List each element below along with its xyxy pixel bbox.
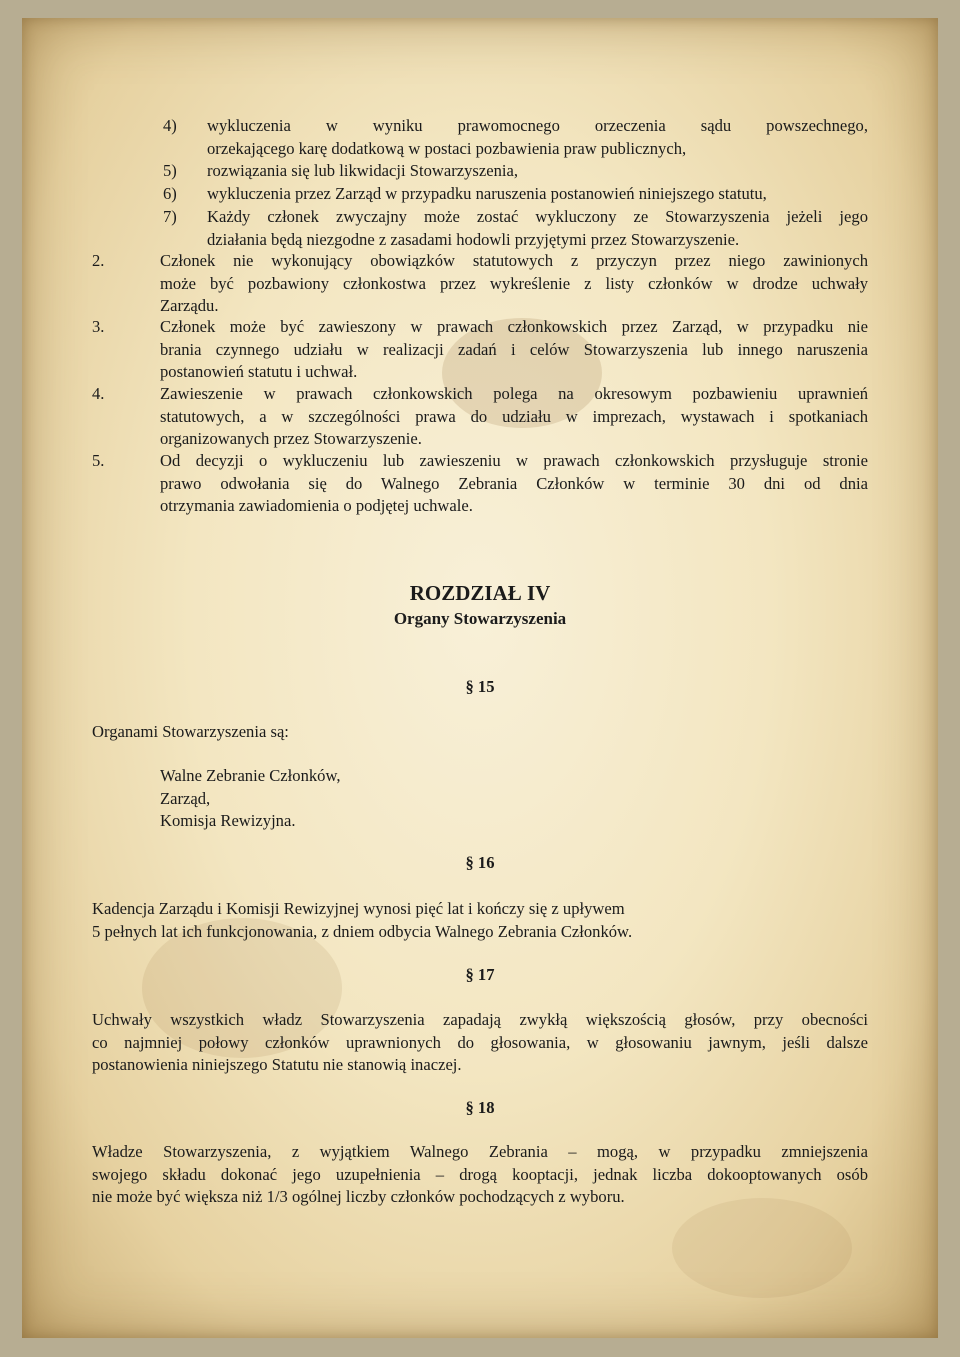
list-number: 6) <box>163 184 177 203</box>
point-paragraph <box>160 383 868 451</box>
list-item-line: wykluczenia przez Zarząd w przypadku naruszenia postanowień niniejszego statutu, <box>207 184 767 203</box>
section-line: postanowienia niniejszego Statutu nie stanowią inaczej. <box>92 1055 462 1074</box>
point-paragraph <box>160 250 868 318</box>
point-line: postanowień statutu i uchwał. <box>160 362 358 381</box>
chapter-title: ROZDZIAŁ IV <box>409 581 551 605</box>
organ-item: Zarząd, <box>160 788 211 808</box>
point-paragraph <box>160 450 868 518</box>
section-16-text <box>92 898 868 943</box>
point-line: brania czynnego udziału w realizacji zadań i celów Stowarzyszenia lub innego naruszenia <box>160 339 868 359</box>
list-item-line: orzekającego karę dodatkową w postaci pozbawienia praw publicznych, <box>207 138 687 158</box>
point-line: Zarządu. <box>160 296 219 315</box>
section-line: 5 pełnych lat ich funkcjonowania, z dniem odbycia Walnego Zebrania Członków. <box>92 921 633 941</box>
stain <box>672 1198 852 1298</box>
list-item-line: Każdy członek zwyczajny może zostać wykluczony ze Stowarzyszenia jeżeli jego <box>207 207 868 226</box>
point-line: statutowych, a w szczególności prawa do udziału w imprezach, wystawach i spotkaniach <box>160 406 868 426</box>
section-16-heading: § 16 <box>465 853 495 872</box>
point-number: 4. <box>92 384 105 403</box>
chapter-subtitle: Organy Stowarzyszenia <box>393 609 567 628</box>
organ-item: Komisja Rewizyjna. <box>160 811 296 830</box>
section-17-text <box>92 1009 868 1077</box>
point-line: może być pozbawiony członkostwa przez wykreślenie z listy członków w drodze uchwały <box>160 273 868 293</box>
list-item <box>207 206 868 251</box>
list-item <box>207 183 868 206</box>
point-number: 3. <box>92 317 105 336</box>
section-line: nie może być większa niż 1/3 ogólnej liczby członków pochodzących z wyboru. <box>92 1187 625 1206</box>
section-line: Kadencja Zarządu i Komisji Rewizyjnej wynosi pięć lat i kończy się z upływem <box>92 899 625 918</box>
organ-item: Walne Zebranie Członków, <box>160 766 341 785</box>
point-line: Członek nie wykonujący obowiązków statutowych z przyczyn przez niego zawinionych <box>160 251 868 270</box>
list-number: 4) <box>163 116 177 135</box>
point-paragraph <box>160 316 868 384</box>
section-line: Władze Stowarzyszenia, z wyjątkiem Walnego Zebrania – mogą, w przypadku zmniejszenia <box>92 1142 868 1161</box>
section-18-text <box>92 1141 868 1209</box>
list-item-line: działania będą niezgodne z zasadami hodowli przyjętymi przez Stowarzyszenie. <box>207 229 740 249</box>
point-line: Od decyzji o wykluczeniu lub zawieszeniu w prawach członkowskich przysługuje stronie <box>160 451 868 470</box>
section-line: co najmniej połowy członków uprawnionych do głosowania, w głosowaniu jawnym, jeśli dalsze <box>92 1032 868 1052</box>
section-17-heading: § 17 <box>465 965 495 984</box>
section-15-heading: § 15 <box>465 677 495 696</box>
point-line: organizowanych przez Stowarzyszenie. <box>160 429 422 448</box>
list-item-line: rozwiązania się lub likwidacji Stowarzyszenia, <box>207 161 519 180</box>
section-line: swojego składu dokonać jego uzupełnienia – drogą kooptacji, jednak liczba dokooptowanych osób <box>92 1164 868 1184</box>
point-line: Zawieszenie w prawach członkowskich polega na okresowym pozbawieniu uprawnień <box>160 384 868 403</box>
point-line: prawo odwołania się do Walnego Zebrania Członków w terminie 30 dni od dnia <box>160 473 868 493</box>
list-item-line: wykluczenia w wyniku prawomocnego orzeczenia sądu powszechnego, <box>207 116 868 135</box>
point-number: 5. <box>92 451 105 470</box>
list-number: 5) <box>163 161 177 180</box>
list-item <box>207 160 868 183</box>
list-number: 7) <box>163 207 177 226</box>
point-line: Członek może być zawieszony w prawach członkowskich przez Zarząd, w przypadku nie <box>160 317 868 336</box>
section-line: Uchwały wszystkich władz Stowarzyszenia zapadają zwykłą większością głosów, przy obecności <box>92 1010 868 1029</box>
section-18-heading: § 18 <box>465 1098 495 1117</box>
point-number: 2. <box>92 251 105 270</box>
section-15-intro: Organami Stowarzyszenia są: <box>92 722 289 741</box>
list-item <box>207 115 868 160</box>
organs-list <box>160 765 341 833</box>
point-line: otrzymania zawiadomienia o podjętej uchwale. <box>160 496 473 515</box>
